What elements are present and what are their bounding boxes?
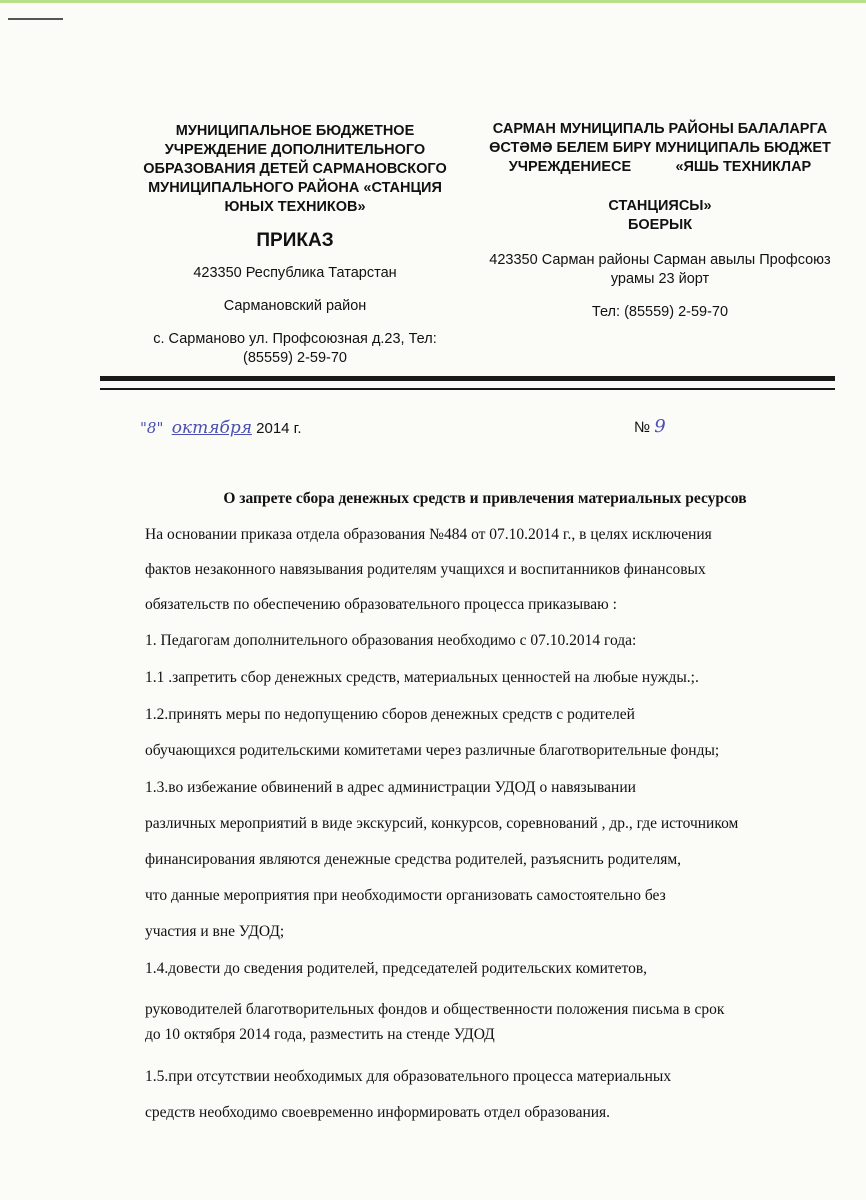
org-line: БОЕРЫК <box>627 217 693 233</box>
org-line: МУНИЦИПАЛЬНОЕ БЮДЖЕТНОЕ <box>175 123 415 139</box>
right-header <box>470 120 850 322</box>
org-line: УЧРЕЖДЕНИЕСЕ «ЯШЬ ТЕХНИКЛАР <box>508 159 812 175</box>
body-line: финансирования являются денежные средства родителей, разъяснить родителям, <box>145 851 682 868</box>
body-line: руководителей благотворительных фондов и общественности положения письма в срок <box>145 1001 725 1018</box>
number-value: 9 <box>654 416 666 437</box>
address-line: 423350 Сарман районы Сарман авылы Профсоюз <box>489 252 831 268</box>
header-rule <box>100 376 835 381</box>
scan-edge <box>0 0 866 3</box>
body-line: обучающихся родительскими комитетами через различные благотворительные фонды; <box>145 742 720 759</box>
body-line: 1.2.принять меры по недопущению сборов денежных средств с родителей <box>145 706 635 723</box>
date-month: октября <box>171 418 252 438</box>
body-line: до 10 октября 2014 года, разместить на стенде УДОД <box>145 1026 495 1043</box>
number-label: № <box>634 419 651 436</box>
body-line: обязательств по обеспечению образовательного процесса приказываю : <box>145 596 617 613</box>
phone-line: (85559) 2-59-70 <box>243 350 347 366</box>
order-title: О запрете сбора денежных средств и привлечения материальных ресурсов <box>223 490 747 507</box>
body-line: На основании приказа отдела образования №484 от 07.10.2014 г., в целях исключения <box>145 526 712 543</box>
body-line: 1.1 .запретить сбор денежных средств, материальных ценностей на любые нужды.;. <box>145 669 699 686</box>
org-line: САРМАН МУНИЦИПАЛЬ РАЙОНЫ БАЛАЛАРГА <box>492 121 828 137</box>
body-line: 1.4.довести до сведения родителей, председателей родительских комитетов, <box>145 960 648 977</box>
org-line: СТАНЦИЯСЫ» <box>608 198 712 214</box>
address-line: 423350 Республика Татарстан <box>193 265 397 281</box>
address-line: урамы 23 йорт <box>610 271 710 287</box>
date-day: "8" <box>140 419 164 437</box>
body-line: фактов незаконного навязывания родителям учащихся и воспитанников финансовых <box>145 561 706 578</box>
doc-type: ПРИКАЗ <box>256 230 334 251</box>
body-line: участия и вне УДОД; <box>145 923 285 940</box>
org-line: УЧРЕЖДЕНИЕ ДОПОЛНИТЕЛЬНОГО <box>164 142 426 158</box>
order-number <box>634 416 666 437</box>
scan-mark <box>8 18 63 20</box>
org-line: ӨСТӘМӘ БЕЛЕМ БИРҮ МУНИЦИПАЛЬ БЮДЖЕТ <box>489 140 831 156</box>
body-line: 1.5.при отсутствии необходимых для образовательного процесса материальных <box>145 1068 672 1085</box>
org-line: ОБРАЗОВАНИЯ ДЕТЕЙ САРМАНОВСКОГО <box>143 161 447 177</box>
date-year: 2014 г. <box>256 420 302 437</box>
org-line: ЮНЫХ ТЕХНИКОВ» <box>224 199 366 215</box>
body-line: 1. Педагогам дополнительного образования необходимо с 07.10.2014 года: <box>145 632 637 649</box>
address-line: с. Сарманово ул. Профсоюзная д.23, Тел: <box>153 331 437 347</box>
body-line: средств необходимо своевременно информировать отдел образования. <box>145 1104 611 1121</box>
left-header <box>125 122 465 368</box>
body-line: что данные мероприятия при необходимости организовать самостоятельно без <box>145 887 666 904</box>
phone-line: Тел: (85559) 2-59-70 <box>591 304 729 320</box>
header-rule <box>100 388 835 390</box>
order-date <box>140 418 302 438</box>
org-line: МУНИЦИПАЛЬНОГО РАЙОНА «СТАНЦИЯ <box>148 180 442 196</box>
address-line: Сармановский район <box>223 298 367 314</box>
body-line: 1.3.во избежание обвинений в адрес администрации УДОД о навязывании <box>145 779 636 796</box>
body-line: различных мероприятий в виде экскурсий, конкурсов, соревнований , др., где источником <box>145 815 739 832</box>
